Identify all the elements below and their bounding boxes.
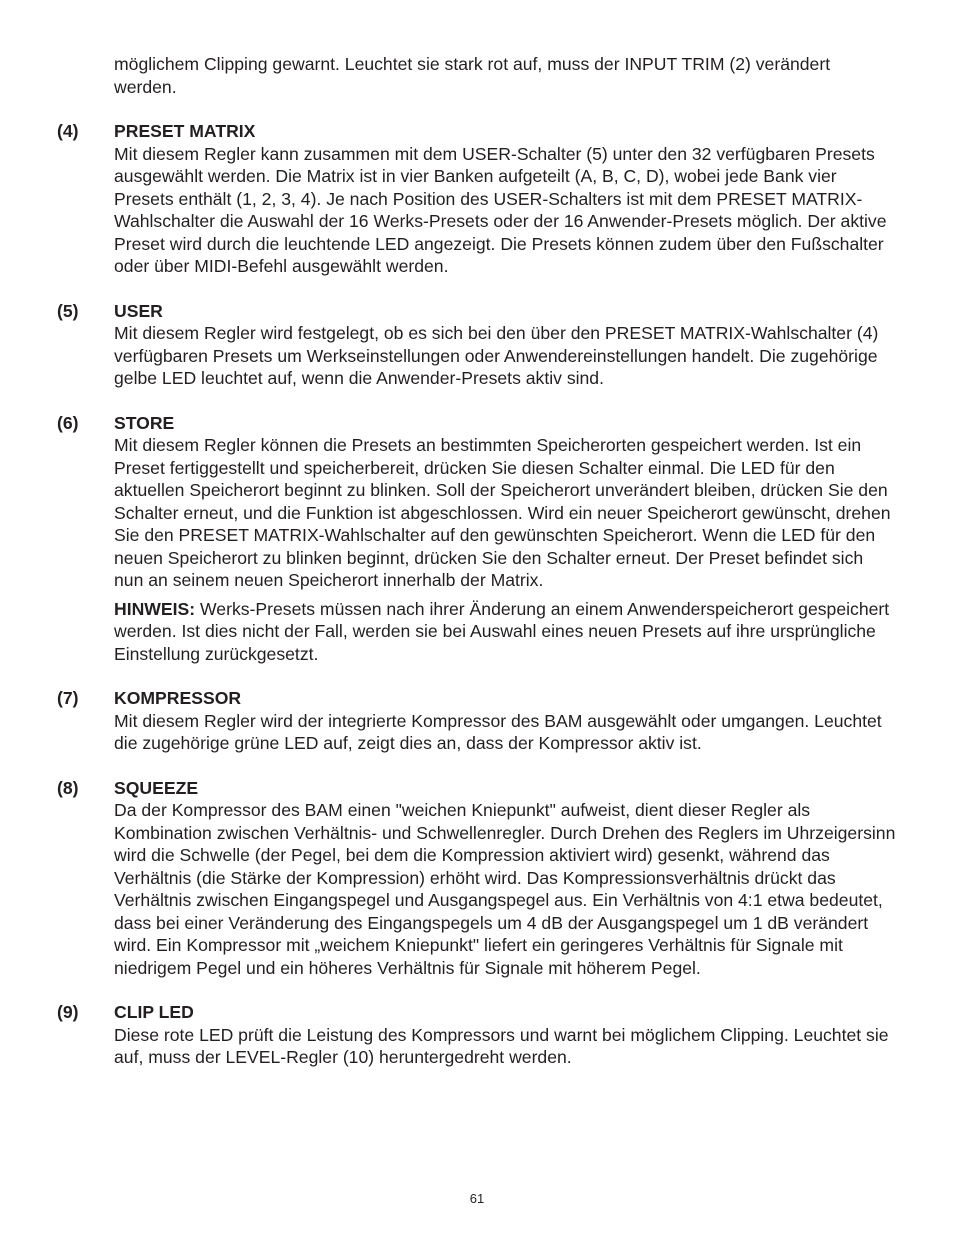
section-number: (7): [57, 688, 79, 708]
section-heading: CLIP LED: [114, 1002, 194, 1022]
intro-paragraph: möglichem Clipping gewarnt. Leuchtet sie stark rot auf, muss der INPUT TRIM (2) verändert werden.: [114, 54, 831, 97]
section-number: (5): [57, 300, 79, 321]
section-body: Mit diesem Regler wird festgelegt, ob es sich bei den über den PRESET MATRIX-Wahlschalter (4) verfügbaren Presets um Werkseinstellungen oder Anwendereinstellungen handelt. Die zugehörige gelbe LED leuchtet auf, wenn die Anwender-Presets aktiv sind.: [114, 323, 879, 388]
section-heading: SQUEEZE: [114, 777, 199, 798]
section-kompressor: [57, 687, 897, 755]
section-heading: PRESET MATRIX: [114, 121, 256, 141]
section-heading: USER: [114, 300, 163, 321]
note-text: Werks-Presets müssen nach ihrer Änderung an einem Anwenderspeicherort gespeichert werden. Ist dies nicht der Fall, werden sie bei Auswahl eines neuen Presets auf ihre ursprüngliche Einstellung zurückgesetzt.: [114, 598, 890, 664]
section-body: Diese rote LED prüft die Leistung des Kompressors und warnt bei möglichem Clipping. Leuchtet sie auf, muss der LEVEL-Regler (10) heruntergedreht werden.: [114, 1024, 889, 1067]
section-heading: KOMPRESSOR: [114, 688, 242, 708]
section-body: Da der Kompressor des BAM einen "weichen Kniepunkt" aufweist, dient dieser Regler als Kombination zwischen Verhältnis- und Schwellenregler. Durch Drehen des Reglers im Uhrzeigersinn wird die Schwelle (der Pegel, bei dem die Kompression aktiviert wird) gesenkt, während das Verhältnis (die Stärke der Kompression) erhöht wird. Das Kompressionsverhältnis drückt das Verhältnis zwischen Eingangspegel und Ausgangspegel aus. Ein Verhältnis von 4:1 etwa bedeutet, dass bei einer Veränderung des Eingangspegels um 4 dB der Ausgangspegel um 1 dB verändert wird. Ein Kompressor mit „weichem Kniepunkt" liefert ein geringeres Verhältnis für Signale mit niedrigem Pegel und ein höheres Verhältnis für Signale mit höherem Pegel.: [114, 800, 896, 978]
section-body: Mit diesem Regler wird der integrierte Kompressor des BAM ausgewählt oder umgangen. Leuchtet die zugehörige grüne LED auf, zeigt dies an, dass der Kompressor aktiv ist.: [114, 710, 882, 753]
section-content: [114, 777, 897, 980]
section-content: [114, 412, 897, 666]
section-body: Mit diesem Regler kann zusammen mit dem USER-Schalter (5) unter den 32 verfügbaren Presets ausgewählt werden. Die Matrix ist in vier Banken aufgeteilt (A, B, C, D), wobei jede Bank vier Presets enthält (1, 2, 3, 4). Je nach Position des USER-Schalters ist mit dem PRESET MATRIX-Wahlschalter die Auswahl der 16 Werks-Presets oder der 16 Anwender-Presets möglich. Der aktive Preset wird durch die leuchtende LED angezeigt. Die Presets können zudem über den Fußschalter oder über MIDI-Befehl ausgewählt werden.: [114, 143, 887, 276]
section-squeeze: [57, 777, 897, 980]
section-number: (6): [57, 412, 79, 433]
note-label: HINWEIS:: [114, 598, 196, 619]
section-heading: STORE: [114, 412, 175, 433]
page-number: 61: [469, 1191, 485, 1206]
page-content: [57, 53, 897, 1091]
section-number: (4): [57, 121, 79, 141]
section-user: [57, 300, 897, 390]
section-number: (8): [57, 777, 79, 798]
section-preset-matrix: [57, 120, 897, 278]
section-clip-led: [57, 1001, 897, 1069]
note-paragraph: [114, 598, 897, 666]
section-content: [114, 687, 897, 755]
section-content: [114, 1001, 897, 1069]
section-number: (9): [57, 1002, 79, 1022]
section-store: [57, 412, 897, 666]
section-content: [114, 120, 897, 278]
section-content: [114, 300, 897, 390]
section-body: Mit diesem Regler können die Presets an bestimmten Speicherorten gespeichert werden. Ist ein Preset fertiggestellt und speicherbereit, drücken Sie diesen Schalter einmal. Die LED für den aktuellen Speicherort beginnt zu blinken. Soll der Speicherort unverändert bleiben, drücken Sie den Schalter erneut, und die Funktion ist abgeschlossen. Wird ein neuer Speicherort gewünscht, drehen Sie den PRESET MATRIX-Wahlschalter auf den gewünschten Speicherort. Wenn die LED für den neuen Speicherort zu blinken beginnt, drücken Sie den Schalter erneut. Der Preset befindet sich nun an seinem neuen Speicherort innerhalb der Matrix.: [114, 435, 891, 590]
